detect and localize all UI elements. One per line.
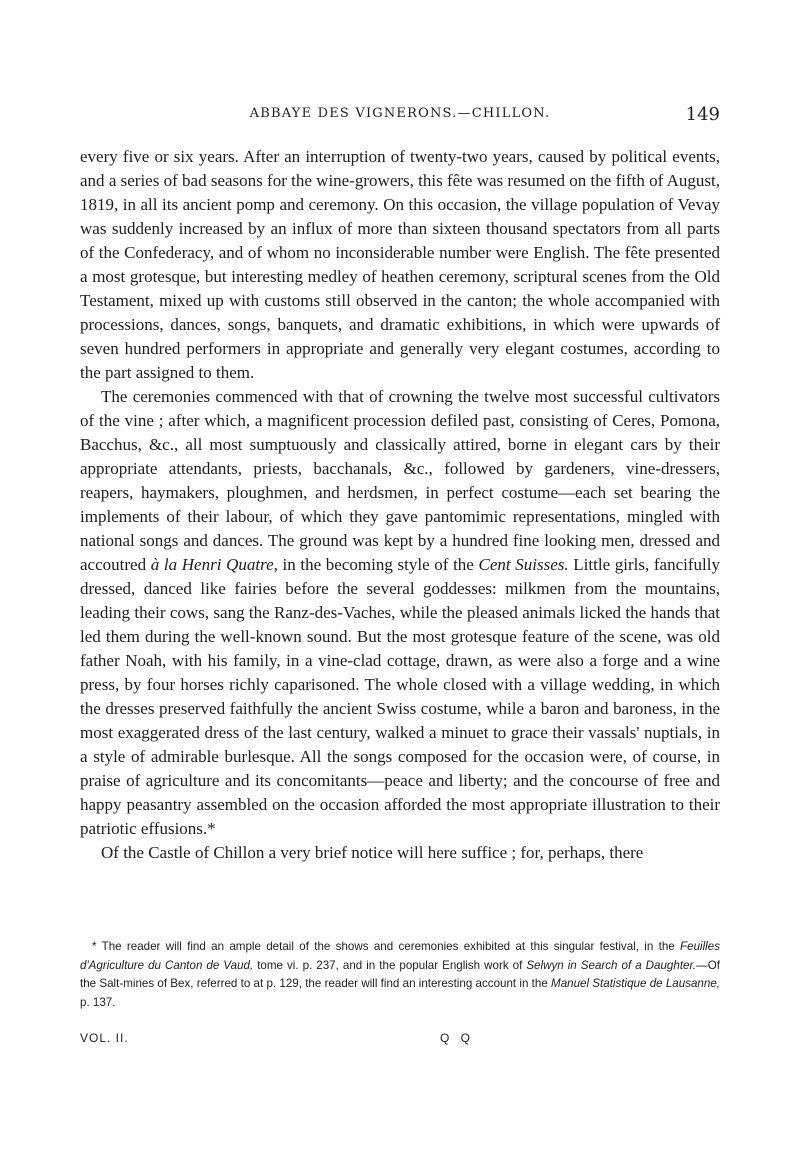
footnote-italic: Selwyn in Search of a Daughter. <box>526 958 697 972</box>
running-title: ABBAYE DES VIGNERONS.—CHILLON. <box>249 106 551 121</box>
footnote-text: p. 137. <box>80 995 116 1009</box>
italic-phrase: à la Henri Quatre <box>150 555 274 574</box>
footnote-italic: Feuilles d'Agriculture du Canton de Vaud, <box>80 940 720 972</box>
paragraph <box>80 841 720 865</box>
paragraph-text: , in the becoming style of the <box>273 555 479 574</box>
running-head <box>80 104 720 126</box>
paragraph-text: Of the Castle of Chillon a very brief notice will here suffice ; for, perhaps, there <box>101 843 644 862</box>
body-text <box>80 145 720 865</box>
footnote-text: tome vi. p. 237, and in the popular English work of <box>253 958 527 972</box>
paragraph <box>80 385 720 841</box>
signature-mark: Q Q <box>440 1031 475 1045</box>
signature-line <box>80 1031 720 1049</box>
footnote <box>80 938 720 1012</box>
italic-phrase: Cent Suisses. <box>478 555 569 574</box>
paragraph <box>80 145 720 385</box>
footnote-text: —Of the Salt-mines of Bex, referred to at p. 129, the reader will find an interesting account in the <box>80 958 720 990</box>
paragraph-text: Little girls, fancifully dressed, danced like fairies before the several goddesses: milkmen from the mountains, leading their cows, sang the Ranz-des-Vaches, while the pleased animals licked the hands that led them during the well-known sound. But the most grotesque feature of the scene, was old father Noah, with his family, in a vine-clad cottage, drawn, as were also a forge and a wine press, by four horses richly caparisoned. The whole closed with a village wedding, in which the dresses preserved faithfully the ancient Swiss costume, while a baron and baroness, in the most exaggerated dress of the last century, walked a minuet to grace their vassals' nuptials, in a style of admirable burlesque. All the songs composed for the occasion were, of course, in praise of agriculture and its concomitants—peace and liberty; and the concourse of free and happy peasantry assembled on the occasion afforded the most appropriate illustration to their patriotic effusions.* <box>80 555 720 838</box>
paragraph-text: every five or six years. After an interruption of twenty-two years, caused by political events, and a series of bad seasons for the wine-growers, this fête was resumed on the fifth of August, 1819, in all its ancient pomp and ceremony. On this occasion, the village population of Vevay was suddenly increased by an influx of more than sixteen thousand spectators from all parts of the Confederacy, and of whom no inconsiderable number were English. The fête presented a most grotesque, but interesting medley of heathen ceremony, scriptural scenes from the Old Testament, mixed up with customs still observed in the canton; the whole accompanied with processions, dances, songs, banquets, and dramatic exhibitions, in which were upwards of seven hundred performers in appropriate and generally very elegant costumes, according to the part assigned to them. <box>80 147 720 382</box>
volume-marker: VOL. II. <box>80 1031 129 1045</box>
paragraph-text: The ceremonies commenced with that of crowning the twelve most successful cultivators of the vine ; after which, a magnificent procession defiled past, consisting of Ceres, Pomona, Bacchus, &c., all most sumptuously and classically attired, borne in elegant cars by their appropriate attendants, priests, bacchanals, &c., followed by gardeners, vine-dressers, reapers, haymakers, ploughmen, and herdsmen, in perfect costume—each set bearing the implements of their labour, of which they gave pantomimic representations, mingled with national songs and dances. The ground was kept by a hundred fine looking men, dressed and accoutred <box>80 387 720 574</box>
footnote-text: * The reader will find an ample detail of the shows and ceremonies exhibited at this singular festival, in the <box>92 940 681 953</box>
page-number: 149 <box>685 104 720 125</box>
footnote-italic: Manuel Statistique de Lausanne, <box>551 977 721 990</box>
